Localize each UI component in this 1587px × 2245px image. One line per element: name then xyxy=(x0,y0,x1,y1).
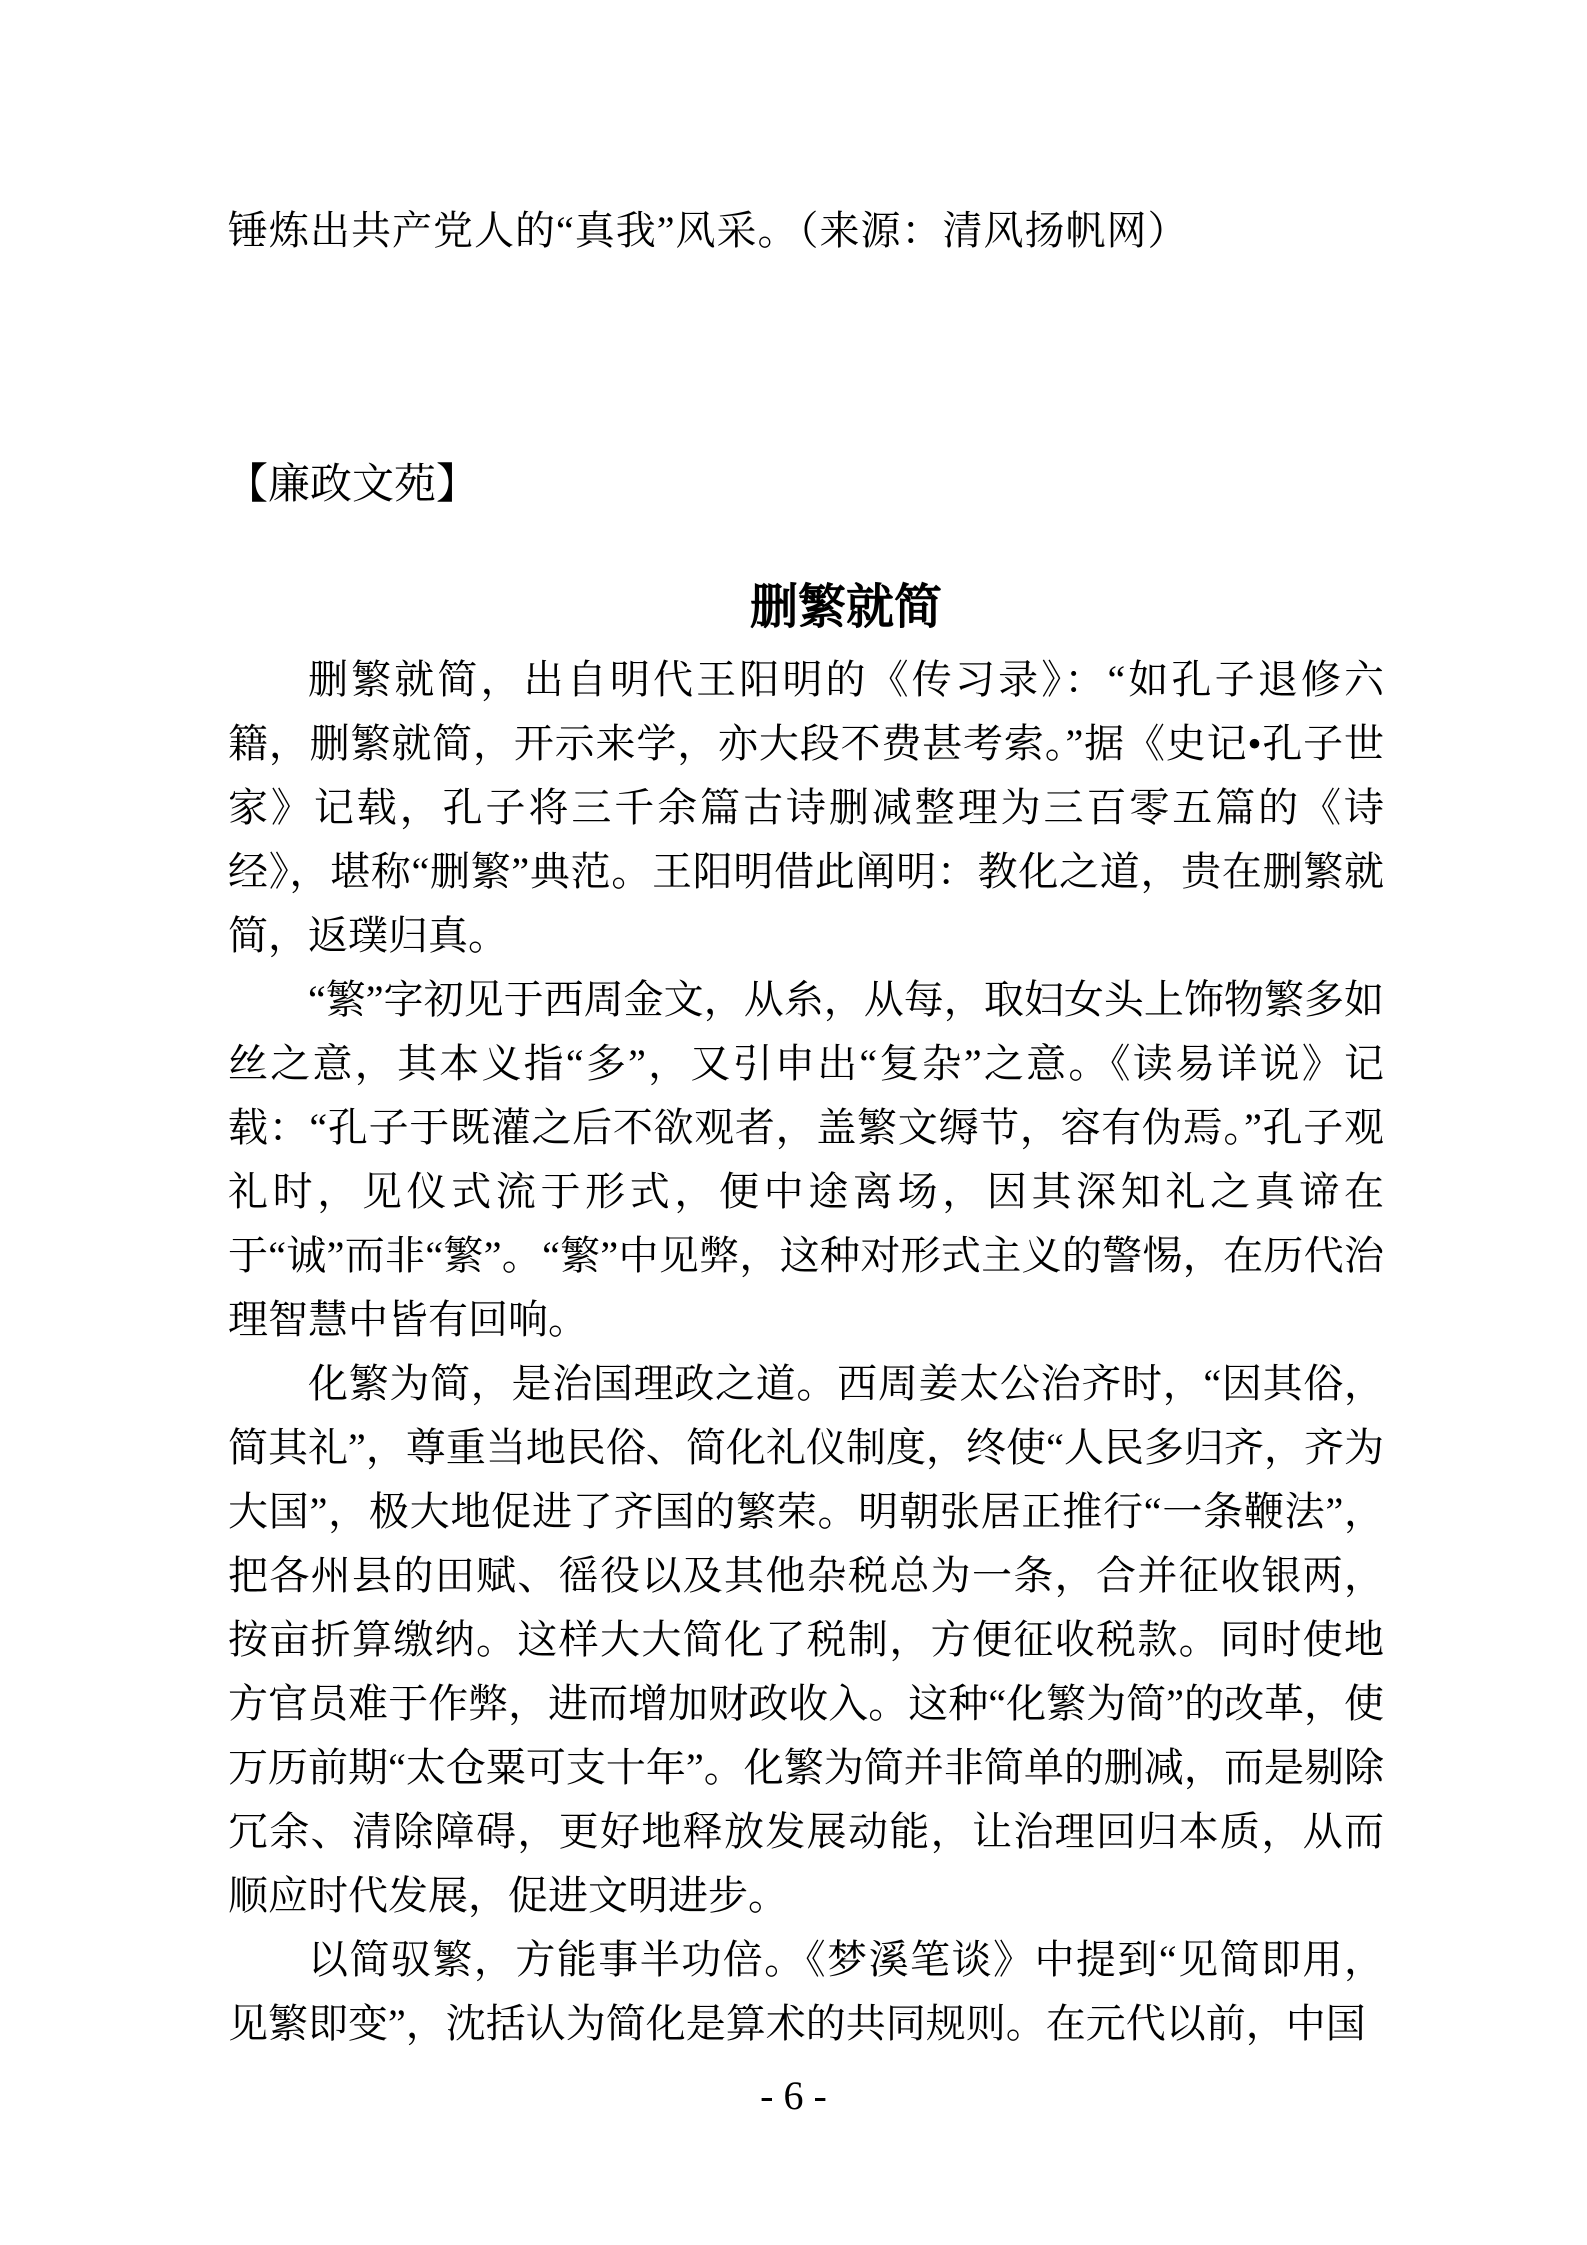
article-body xyxy=(228,648,1384,2056)
article-paragraph: 以简驭繁，方能事半功倍。《梦溪笔谈》中提到“见简即用，见繁即变”，沈括认为简化是算术的共同规则。在元代以前，中国 xyxy=(228,1937,1384,2046)
page-number: - 6 - xyxy=(760,2073,827,2118)
section-label: 【廉政文苑】 xyxy=(226,462,479,508)
article-paragraph: 化繁为简，是治国理政之道。西周姜太公治齐时，“因其俗，简其礼”，尊重当地民俗、简化礼仪制度，终使“人民多归齐，齐为大国”，极大地促进了齐国的繁荣。明朝张居正推行“一条鞭法”，把各州县的田赋、徭役以及其他杂税总为一条，合并征收银两，按亩折算缴纳。这样大大简化了税制，方便征收税款。同时使地方官员难于作弊，进而增加财政收入。这种“化繁为简”的改革，使万历前期“太仓粟可支十年”。化繁为简并非简单的删减，而是剔除冗余、清除障碍，更好地释放发展动能，让治理回归本质，从而顺应时代发展，促进文明进步。 xyxy=(228,1361,1384,1918)
article-paragraph: 删繁就简，出自明代王阳明的《传习录》：“如孔子退修六籍，删繁就简，开示来学，亦大段不费甚考索。”据《史记•孔子世家》记载，孔子将三千余篇古诗删减整理为三百零五篇的《诗经》，堪称“删繁”典范。王阳明借此阐明：教化之道，贵在删繁就简，返璞归真。 xyxy=(228,657,1384,958)
article-title: 删繁就简 xyxy=(750,581,943,634)
article-paragraph: “繁”字初见于西周金文，从糸，从每，取妇女头上饰物繁多如丝之意，其本义指“多”，又引申出“复杂”之意。《读易详说》记载：“孔子于既灌之后不欲观者，盖繁文缛节，容有伪焉。”孔子观礼时，见仪式流于形式，便中途离场，因其深知礼之真谛在于“诚”而非“繁”。“繁”中见弊，这种对形式主义的警惕，在历代治理智慧中皆有回响。 xyxy=(228,977,1384,1342)
header-note: 锤炼出共产党人的“真我”风采。（来源：清风扬帆网） xyxy=(228,208,1189,253)
